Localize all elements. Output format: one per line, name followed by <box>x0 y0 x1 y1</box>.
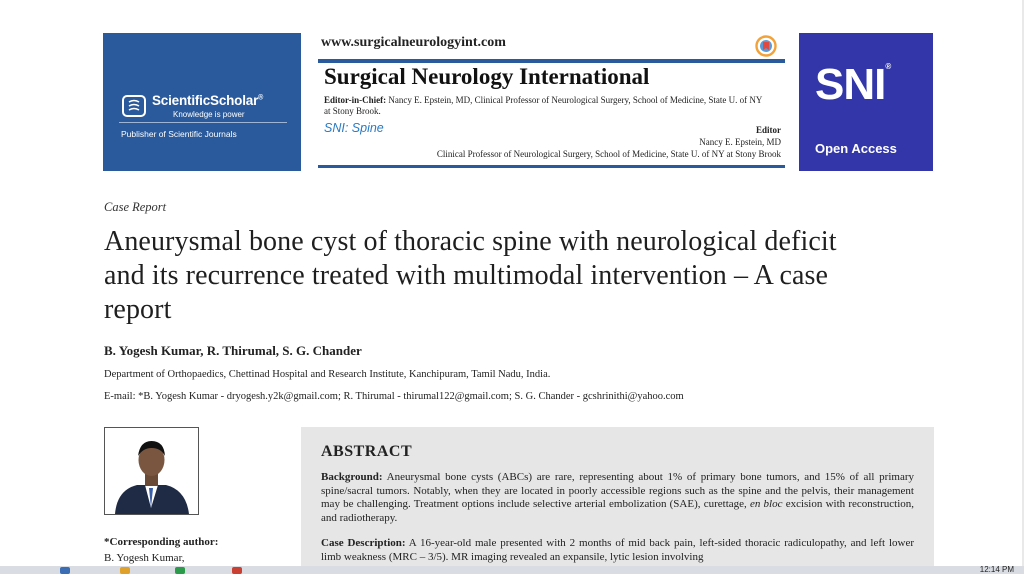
author-photo <box>104 427 199 515</box>
taskbar-app-icon[interactable] <box>60 567 70 574</box>
open-access-label: Open Access <box>815 141 897 156</box>
publisher-logo <box>103 33 301 171</box>
article-title: Aneurysmal bone cyst of thoracic spine with neurological deficit and its recurrence treated with multimodal intervention – A case report <box>104 226 837 325</box>
publisher-name: ScientificScholar® <box>152 93 264 108</box>
publisher-tagline: Knowledge is power <box>173 110 245 119</box>
corresponding-author-label: *Corresponding author: <box>104 536 219 548</box>
sni-logo-text: SNI® <box>815 60 892 109</box>
taskbar-browser-icon[interactable] <box>175 567 185 574</box>
sni-logo <box>799 33 933 171</box>
article-authors: B. Yogesh Kumar, R. Thirumal, S. G. Chander <box>104 343 362 358</box>
abstract-box <box>301 427 934 574</box>
scientific-scholar-logo-icon <box>122 95 146 117</box>
editor-in-chief: Editor-in-Chief: Nancy E. Epstein, MD, Clinical Professor of Neurological Surgery, School of Medicine, State U. of NY at Stony Brook. <box>324 95 763 116</box>
journal-url-link[interactable]: www.surgicalneurologyint.com <box>321 35 506 50</box>
abstract-background: Background: Aneurysmal bone cysts (ABCs) are rare, representing about 1% of primary bone tumors, and 15% of all primary spine/sacral tumors. Notably, when they are located in poorly accessible regions such as the spine and the pelvis, their management may be challenging. Treatment options include selective arterial embolization (SAE), curettage, en bloc excision with reconstruction, and radiotherapy. <box>321 471 914 524</box>
taskbar-folder-icon[interactable] <box>120 567 130 574</box>
journal-section: SNI: Spine <box>324 121 384 135</box>
journal-title: Surgical Neurology International <box>324 64 650 89</box>
article-type: Case Report <box>104 200 167 214</box>
author-portrait-icon <box>105 428 198 514</box>
editor-name: Nancy E. Epstein, MD <box>699 137 781 147</box>
header-rule-top <box>318 59 785 63</box>
editor-affiliation: Clinical Professor of Neurological Surgery, School of Medicine, State U. of NY at Stony Brook <box>436 149 781 159</box>
os-taskbar <box>0 566 1024 574</box>
publisher-divider <box>119 122 287 123</box>
abstract-case-description: Case Description: A 16-year-old male presented with 2 months of mid back pain, left-sided thoracic radiculopathy, and left lower limb weakness (MRC – 3/5). MR imaging revealed an expansile, lytic lesion involving <box>321 537 914 563</box>
author-emails: E-mail: *B. Yogesh Kumar - dryogesh.y2k@gmail.com; R. Thirumal - thirumal122@gmail.com; S. G. Chander - gcshrinithi@yahoo.com <box>104 391 684 402</box>
open-access-badge-icon <box>755 35 777 57</box>
taskbar-pdf-icon[interactable] <box>232 567 242 574</box>
abstract-heading: ABSTRACT <box>321 443 413 460</box>
corresponding-author-name: B. Yogesh Kumar, <box>104 552 185 564</box>
header-rule-bottom <box>318 165 785 168</box>
taskbar-clock[interactable]: 12:14 PM <box>979 565 1014 574</box>
author-affiliation: Department of Orthopaedics, Chettinad Hospital and Research Institute, Kanchipuram, Tamil Nadu, India. <box>104 369 551 380</box>
publisher-subtitle: Publisher of Scientific Journals <box>121 129 237 139</box>
editor-label: Editor <box>755 125 781 135</box>
